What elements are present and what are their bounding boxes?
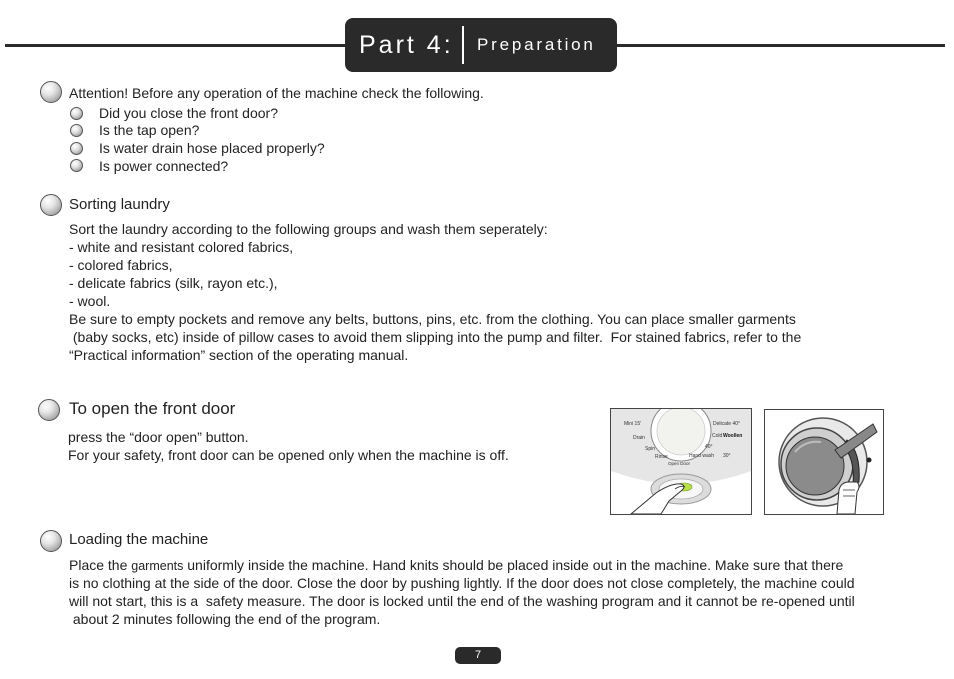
attention-bullet-icon bbox=[40, 81, 62, 103]
door-opening-drawing bbox=[765, 410, 883, 514]
loading-line-prefix: Place the bbox=[69, 557, 132, 573]
label-delicate: Delicate 40° bbox=[713, 421, 741, 427]
check-bullet-icon bbox=[70, 142, 83, 155]
hand-icon bbox=[837, 482, 859, 514]
control-panel-drawing bbox=[611, 409, 751, 514]
sorting-bullet-icon bbox=[40, 194, 62, 216]
label-rinse: Rinse bbox=[655, 454, 668, 460]
header-rule-right bbox=[615, 44, 945, 47]
loading-line: will not start, this is a safety measure. The door is locked until the end of the washing program and it cannot be re-opened until bbox=[69, 593, 855, 609]
loading-line-suffix: uniformly inside the machine. Hand knits should be placed inside out in the machine. Make sure that there bbox=[183, 557, 844, 573]
front-door-line: press the “door open” button. bbox=[68, 429, 249, 445]
sorting-line: - delicate fabrics (silk, rayon etc.), bbox=[69, 275, 278, 291]
sorting-heading: Sorting laundry bbox=[69, 196, 170, 213]
label-hand-wash-temp: 30° bbox=[723, 453, 731, 459]
door-glass-icon bbox=[786, 437, 844, 495]
label-woollen: Woollen bbox=[723, 433, 743, 439]
check-item: Is the tap open? bbox=[99, 122, 200, 138]
label-cold: Cold bbox=[712, 433, 723, 439]
section-header bbox=[345, 18, 617, 72]
front-door-line: For your safety, front door can be opened only when the machine is off. bbox=[68, 447, 509, 463]
attention-text: Attention! Before any operation of the machine check the following. bbox=[69, 85, 484, 101]
sorting-line: - wool. bbox=[69, 293, 111, 309]
section-title: Preparation bbox=[477, 35, 596, 54]
loading-line: about 2 minutes following the end of the program. bbox=[69, 611, 381, 627]
header-divider bbox=[462, 26, 464, 64]
sorting-line: “Practical information” section of the operating manual. bbox=[69, 347, 409, 363]
front-door-bullet-icon bbox=[38, 399, 60, 421]
check-item: Did you close the front door? bbox=[99, 105, 278, 121]
label-temp: 40° bbox=[705, 444, 713, 450]
sorting-line: Be sure to empty pockets and remove any belts, buttons, pins, etc. from the clothing. You can place smaller garments bbox=[69, 311, 796, 327]
check-bullet-icon bbox=[70, 124, 83, 137]
check-bullet-icon bbox=[70, 159, 83, 172]
check-item: Is water drain hose placed properly? bbox=[99, 140, 325, 156]
control-panel-illustration bbox=[610, 408, 752, 515]
label-drain: Drain bbox=[633, 435, 645, 441]
door-opening-illustration bbox=[764, 409, 884, 515]
part-number: Part 4: bbox=[359, 30, 454, 59]
label-hand-wash: Hand wash bbox=[689, 453, 715, 459]
sorting-line: - white and resistant colored fabrics, bbox=[69, 239, 294, 255]
sorting-line: - colored fabrics, bbox=[69, 257, 173, 273]
check-bullet-icon bbox=[70, 107, 83, 120]
sorting-line: (baby socks, etc) inside of pillow cases to avoid them slipping into the pump and filter. For stained fabrics, refer to the bbox=[69, 329, 802, 345]
loading-line: is no clothing at the side of the door. Close the door by pushing lightly. If the door does not close completely, the machine could bbox=[69, 575, 855, 591]
front-door-heading: To open the front door bbox=[69, 399, 236, 418]
loading-line-small-word: garments bbox=[131, 559, 184, 573]
header-rule-left bbox=[5, 44, 347, 47]
check-item: Is power connected? bbox=[99, 158, 229, 174]
label-spin: Spin bbox=[645, 446, 656, 452]
loading-line bbox=[69, 556, 843, 575]
label-mini: Mini 15' bbox=[624, 421, 642, 427]
page-number: 7 bbox=[455, 647, 501, 664]
loading-heading: Loading the machine bbox=[69, 531, 209, 548]
loading-bullet-icon bbox=[40, 530, 62, 552]
label-open-door: Open Door bbox=[668, 461, 691, 466]
sorting-line: Sort the laundry according to the following groups and wash them seperately: bbox=[69, 221, 548, 237]
